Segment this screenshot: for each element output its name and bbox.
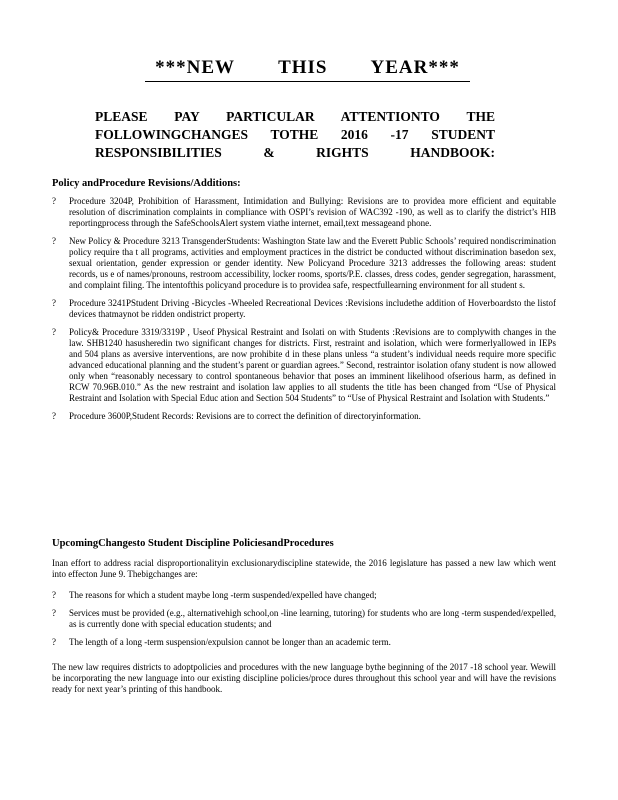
list-item [52, 236, 556, 291]
list-item [52, 590, 556, 601]
notice-line: PLEASE PAY PARTICULAR ATTENTIONTO THE [95, 109, 495, 124]
list-item [52, 637, 556, 648]
list-item-text: Procedure 3204P, Prohibition of Harassment, Intimidation and Bullying: Revisions are to providea more efficient and equitable resolution of discrimination complaints in compliance with OSPI’s revision of WAC392 -190, as well as to clarify the district’s HIB reportingprocess through the SafeSchoolsAlert system viathe internet, email,text messageand phone. [69, 196, 556, 228]
list-item [52, 411, 556, 422]
list-item-text: The reasons for which a student maybe long -term suspended/expelled have changed; [69, 590, 377, 600]
discipline-closing: The new law requires districts to adoptpolicies and procedures with the new language bythe beginning of the 2017 -18 school year. Wewill be incorporating the new language into our existing discipline policies/proce dures throughout this school year and will have the revisions ready for next year’s printing of this handbook. [52, 662, 556, 694]
bullet-glyph: ? [52, 411, 56, 421]
list-item-text: The length of a long -term suspension/expulsion cannot be longer than an academic term. [69, 637, 391, 647]
list-item [52, 327, 556, 404]
list-item-text: Procedure 3241PStudent Driving -Bicycles -Wheeled Recreational Devices :Revisions includethe addition of Hoverboardsto the listof devices thatmaynot be ridden ondistrict property. [69, 298, 556, 319]
page-title: ***NEW THIS YEAR*** [145, 57, 470, 82]
list-item [52, 298, 556, 320]
discipline-intro: Inan effort to address racial disproportionalityin exclusionarydiscipline statewide, the 2016 legislature has passed a new law which went into effecton June 9. Thebigchanges are: [52, 558, 556, 579]
discipline-changes-list [52, 590, 556, 655]
section-heading-discipline: UpcomingChangesto Student Discipline PoliciesandProcedures [52, 538, 334, 549]
list-item [52, 196, 556, 229]
bullet-glyph: ? [52, 327, 56, 337]
bullet-glyph: ? [52, 637, 56, 647]
list-item-text: New Policy & Procedure 3213 TransgenderStudents: Washington State law and the Everett Public Schools’ required nondiscrimination policy require tha t all programs, activities and employment practices in the district be conducted without discrimination basedon sex, sexual orientation, gender expression or gender identity. New Policyand Procedure 3213 addresses the following areas: student records, us e of names/pronouns, restroom accessibility, locker rooms, sports/P.E. classes, dress codes, gender segregation, harassment, and complaint filing. The intentofthis policyand procedure is to providea safe, respectfullearning environment for all student s. [69, 236, 556, 290]
section-heading-revisions: Policy andProcedure Revisions/Additions: [52, 178, 241, 189]
bullet-glyph: ? [52, 590, 56, 600]
notice-line: FOLLOWINGCHANGES TOTHE 2016 -17 STUDENT [95, 127, 495, 142]
bullet-glyph: ? [52, 196, 56, 206]
bullet-glyph: ? [52, 236, 56, 246]
list-item-text: Procedure 3600P,Student Records: Revisions are to correct the definition of directoryinformation. [69, 411, 421, 421]
list-item-text: Services must be provided (e.g., alternativehigh school,on -line learning, tutoring) for students who are long -term suspended/expelled, as is currently done with special education students; and [69, 608, 556, 629]
notice-line: RESPONSIBILITIES & RIGHTS HANDBOOK: [95, 145, 495, 160]
bullet-glyph: ? [52, 298, 56, 308]
list-item [52, 608, 556, 630]
revisions-list [52, 196, 556, 429]
notice-heading [95, 108, 495, 162]
bullet-glyph: ? [52, 608, 56, 618]
list-item-text: Policy& Procedure 3319/3319P , Useof Physical Restraint and Isolati on with Students :Revisions are to complywith changes in the law. SHB1240 hasusheredin two significant changes for districts. First, restraint and isolation, which were formerlyallowed in IEPs and 504 plans as aversive interventions, are now prohibite d in these plans unless “a student’s individual needs require more specific advanced educational planning and the student’s parent or guardian agrees.” Second, restraintor isolation ofany student is now allowed only when “reasonably necessary to control spontaneous behavior that poses an imminent likelihood ofserious harm, as defined in RCW 70.96B.010.” As the new restraint and isolation law applies to all students the title has been changed from “Use of Physical Restraint and Isolation with Special Educ ation and Section 504 Students” to “Use of Physical Restraint and Isolation with Students.” [69, 327, 556, 403]
